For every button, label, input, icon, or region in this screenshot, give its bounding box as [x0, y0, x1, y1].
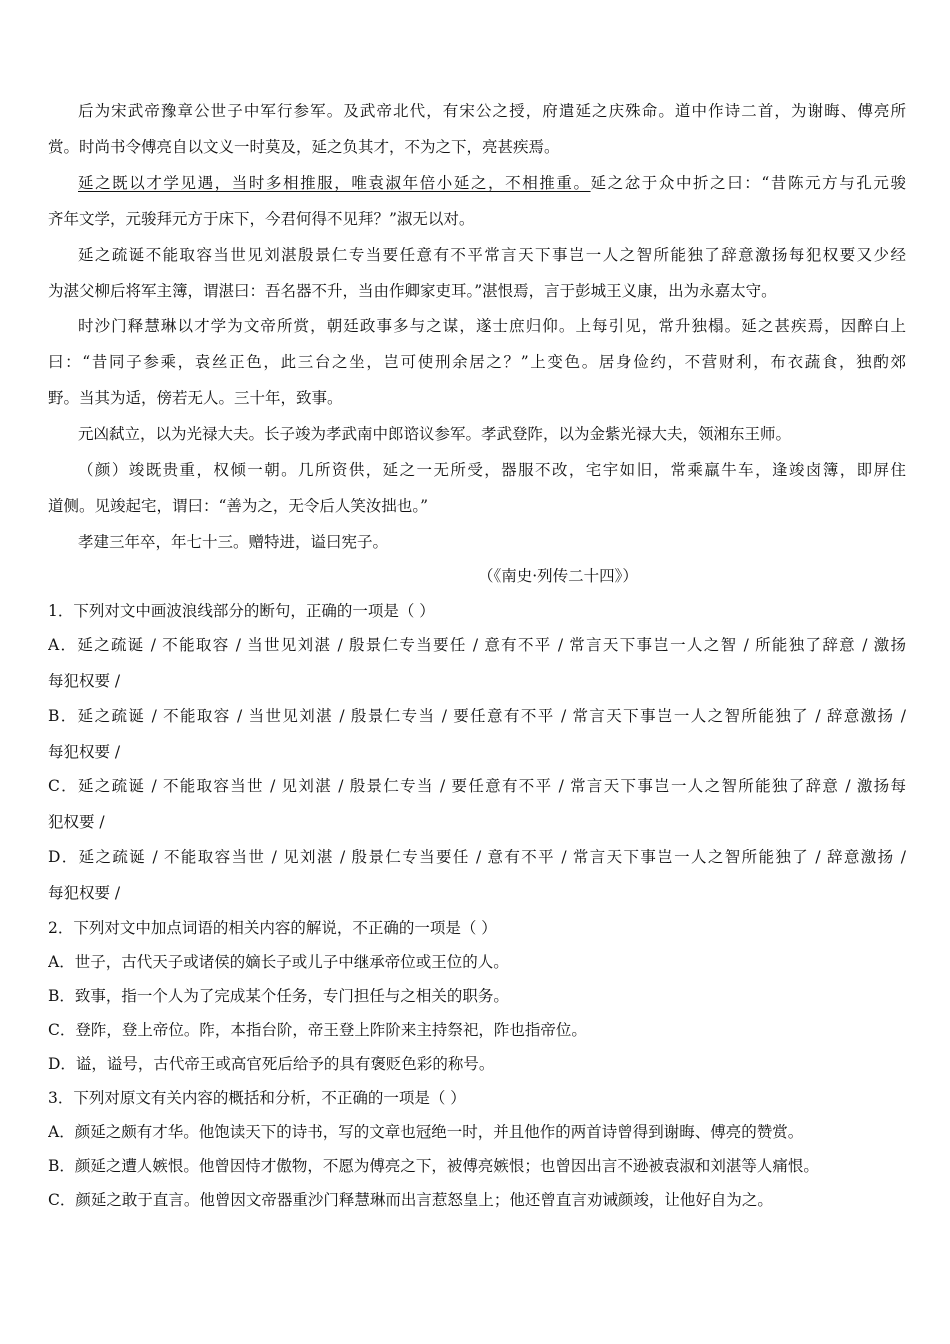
q2-option-d: D．谥，谥号，古代帝王或高官死后给予的具有褒贬色彩的称号。	[48, 1055, 495, 1073]
passage-p4-line1: 时沙门释慧琳以才学为文帝所赏，朝廷政事多与之谋，遂士庶归仰。上每引见，常升独榻。延之甚疾焉，因醉白上	[78, 317, 906, 335]
passage-p7-line1: 孝建三年卒，年七十三。赠特进，谥曰宪子。	[78, 533, 389, 551]
q1-option-c-line2: 犯权要 /	[48, 813, 105, 831]
q1-option-a-line1: A．延之疏诞 / 不能取容 / 当世见刘湛 / 殷景仁专当要任 / 意有不平 / 常言天下事岂一人之智 / 所能独了辞意 / 激扬	[48, 636, 906, 654]
passage-p2-line1-rest: 延之忿于众中折之曰：“昔陈元方与孔元骏	[590, 174, 906, 192]
q2-option-b: B．致事，指一个人为了完成某个任务，专门担任与之相关的职务。	[48, 987, 509, 1005]
passage-p4-line3: 野。当其为适，傍若无人。三十年，致事。	[48, 389, 343, 407]
q3-stem: 3．下列对原文有关内容的概括和分析，不正确的一项是（ ）	[48, 1089, 466, 1107]
q1-stem: 1．下列对文中画波浪线部分的断句，正确的一项是（ ）	[48, 602, 435, 620]
q3-option-b: B．颜延之遭人嫉恨。他曾因恃才傲物，不愿为傅亮之下，被傅亮嫉恨；也曾因出言不逊被袁淑和刘湛等人痛恨。	[48, 1157, 819, 1175]
passage-p3-line2: 为湛父柳后将军主簿，谓湛曰：吾名器不升，当由作卿家吏耳。”湛恨焉，言于彭城王义康，出为永嘉太守。	[48, 282, 777, 300]
q1-option-d-line1: D．延之疏诞 / 不能取容当世 / 见刘湛 / 殷景仁专当要任 / 意有不平 / 常言天下事岂一人之智所能独了 / 辞意激扬 /	[48, 848, 906, 866]
passage-source: （《南史·列传二十四》）	[478, 567, 638, 585]
q1-option-c-line1: C．延之疏诞 / 不能取容当世 / 见刘湛 / 殷景仁专当 / 要任意有不平 / 常言天下事岂一人之智所能独了辞意 / 激扬每	[48, 777, 906, 795]
q1-option-a-line2: 每犯权要 /	[48, 672, 121, 690]
passage-p1-line1: 后为宋武帝豫章公世子中军行参军。及武帝北代，有宋公之授，府遣延之庆殊命。道中作诗二首，为谢晦、傅亮所	[78, 102, 906, 120]
passage-p3-line1: 延之疏诞不能取容当世见刘湛殷景仁专当要任意有不平常言天下事岂一人之智所能独了辞意激扬每犯权要又少经	[78, 246, 906, 264]
passage-p6-line1: （颜）竣既贵重，权倾一朝。几所资供，延之一无所受，器服不改，宅宇如旧，常乘羸牛车，逢竣卤簿，即屏住	[78, 461, 906, 479]
q2-option-c: C．登阼，登上帝位。阼，本指台阶，帝王登上阼阶来主持祭祀，阼也指帝位。	[48, 1021, 587, 1039]
q2-stem: 2．下列对文中加点词语的相关内容的解说，不正确的一项是（ ）	[48, 919, 497, 937]
q2-option-a: A．世子，古代天子或诸侯的嫡长子或儿子中继承帝位或王位的人。	[48, 953, 509, 971]
passage-p1-line2: 赏。时尚书令傅亮自以文义一时莫及，延之负其才，不为之下，亮甚疾焉。	[48, 138, 560, 156]
passage-p5-line1: 元凶弑立，以为光禄大夫。长子竣为孝武南中郎谘议参军。孝武登阼，以为金紫光禄大夫，领湘东王师。	[78, 425, 792, 443]
passage-p2-line1	[78, 173, 906, 193]
q1-option-b-line1: B．延之疏诞 / 不能取容 / 当世见刘湛 / 殷景仁专当 / 要任意有不平 / 常言天下事岂一人之智所能独了 / 辞意激扬 /	[48, 707, 906, 725]
q3-option-c: C．颜延之敢于直言。他曾因文帝器重沙门释慧琳而出言惹怒皇上；他还曾直言劝诫颜竣，让他好自为之。	[48, 1191, 773, 1209]
passage-p6-line2: 道侧。见竣起宅，谓曰：“善为之，无令后人笑汝拙也。”	[48, 497, 429, 515]
passage-p2-line2: 齐年文学，元骏拜元方于床下，今君何得不见拜？”淑无以对。	[48, 210, 475, 228]
passage-p4-line2: 曰：“昔同子参乘，袁丝正色，此三台之坐，岂可使刑余居之？”上变色。居身俭约，不营财利，布衣蔬食，独酌郊	[48, 353, 906, 371]
q3-option-a: A．颜延之颇有才华。他饱读天下的诗书，写的文章也冠绝一时，并且他作的两首诗曾得到谢晦、傅亮的赞赏。	[48, 1123, 804, 1141]
wavy-underlined-sentence: 延之既以才学见遇，当时多相推服，唯袁淑年倍小延之，不相推重。	[78, 174, 591, 192]
q1-option-b-line2: 每犯权要 /	[48, 743, 121, 761]
q1-option-d-line2: 每犯权要 /	[48, 884, 121, 902]
